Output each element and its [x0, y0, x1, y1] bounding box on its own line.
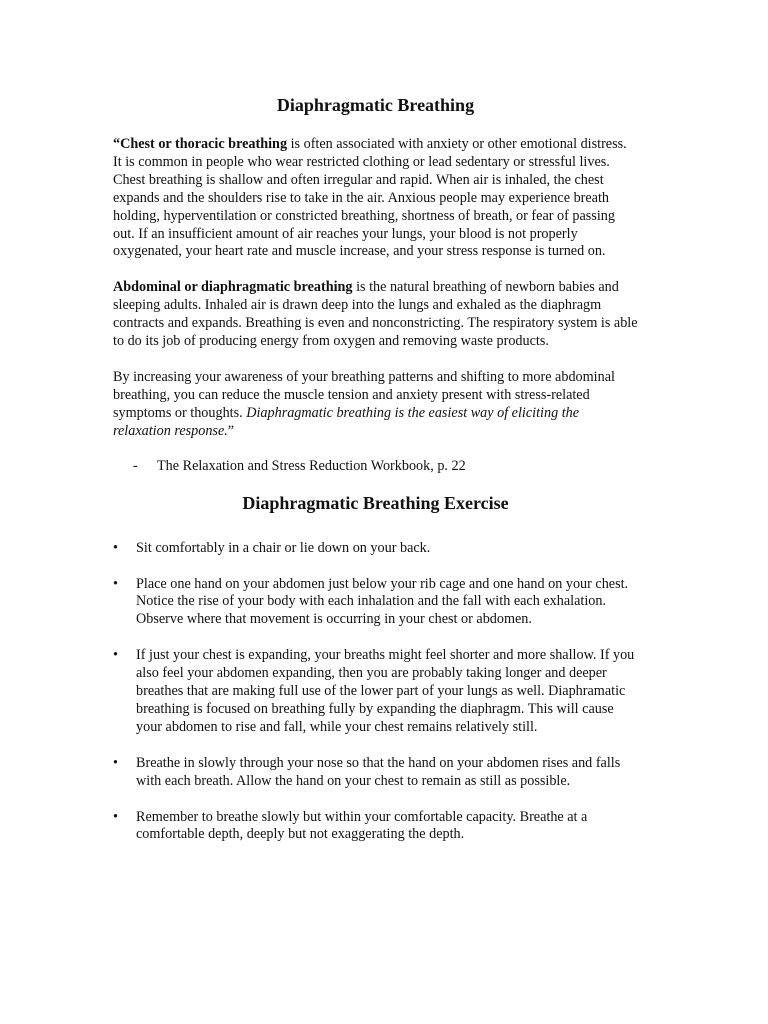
citation-text: The Relaxation and Stress Reduction Workbook, p. 22: [157, 457, 466, 474]
exercise-list: [113, 540, 638, 845]
document-content: [113, 94, 638, 862]
list-item-text: Breathe in slowly through your nose so that the hand on your abdomen rises and falls with each breath. Allow the hand on your chest to remain as still as possible.: [136, 754, 621, 789]
bold-term-abdominal: Abdominal or diaphragmatic breathing: [113, 279, 353, 296]
citation-dash: -: [133, 457, 138, 474]
italic-emphasis: Diaphragmatic breathing is the easiest way of eliciting the relaxation response.: [113, 404, 580, 439]
list-item: [113, 809, 638, 845]
list-item: [113, 755, 638, 791]
list-item-text: Remember to breathe slowly but within your comfortable capacity. Breathe at a comfortable depth, deeply but not exaggerating the depth.: [136, 808, 588, 843]
bold-term-chest: “Chest or thoracic breathing: [113, 136, 288, 152]
list-item-text: Place one hand on your abdomen just below your rib cage and one hand on your chest. Notice the rise of your body with each inhalation and the fall with each exhalation. Observe where that movement is occurring in your chest or abdomen.: [136, 575, 629, 628]
closing-quote: ”: [227, 422, 235, 439]
list-item: [113, 576, 638, 630]
quote-paragraph-awareness: [113, 369, 638, 441]
list-item-text: If just your chest is expanding, your breaths might feel shorter and more shallow. If you also feel your abdomen expanding, then you are probably taking longer and deeper breathes that are making full use of the lower part of your lungs as well. Diaphramatic breathing is focused on breathing fully by expanding the diaphragm. This will cause your abdomen to rise and fall, while your chest remains relatively still.: [136, 647, 635, 735]
page-title: Diaphragmatic Breathing: [276, 95, 475, 115]
paragraph-text: is often associated with anxiety or other emotional distress. It is common in people who wear restricted clothing or lead sedentary or stressful lives. Chest breathing is shallow and often irregular and rapid. When air is inhaled, the chest expands and the shoulders rise to take in the air. Anxious people may experience breath holding, hyperventilation or constricted breathing, shortness of breath, or fear of passing out. If an insufficient amount of air reaches your lungs, your blood is not properly oxygenated, your heart rate and muscle increase, and your stress response is turned on.: [113, 136, 627, 260]
bullet-icon: •: [113, 539, 118, 556]
quote-paragraph-chest: [113, 136, 638, 261]
paragraph-text: is the natural breathing of newborn babies and sleeping adults. Inhaled air is drawn deep into the lungs and exhaled as the diaphragm contracts and expands. Breathing is even and nonconstricting. The respiratory system is able to do its job of producing energy from oxygen and removing waste products.: [113, 279, 638, 350]
citation: [133, 457, 638, 475]
bullet-icon: •: [113, 754, 118, 771]
list-item-text: Sit comfortably in a chair or lie down on your back.: [136, 539, 431, 556]
list-item: [113, 647, 638, 737]
bullet-icon: •: [113, 647, 118, 664]
exercise-title: Diaphragmatic Breathing Exercise: [242, 492, 509, 513]
list-item: [113, 540, 638, 558]
paragraph-text: By increasing your awareness of your breathing patterns and shifting to more abdominal breathing, you can reduce the muscle tension and anxiety present with stress-related symptoms or thoughts.: [113, 368, 615, 421]
quote-paragraph-abdominal: [113, 279, 638, 351]
bullet-icon: •: [113, 808, 118, 825]
bullet-icon: •: [113, 575, 118, 592]
